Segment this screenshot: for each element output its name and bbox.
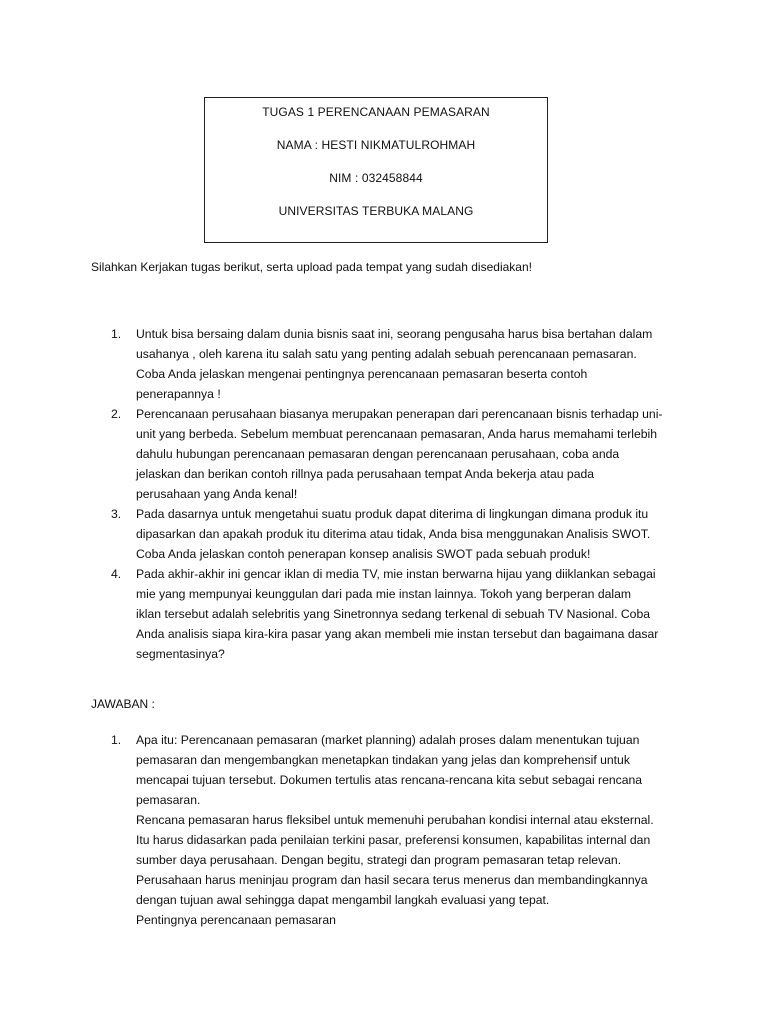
question-item (0, 324, 678, 404)
question-number: 3. (111, 507, 122, 521)
answer-list (0, 730, 678, 930)
question-line: Pada akhir-akhir ini gencar iklan di media TV, mie instan berwarna hijau yang diiklankan sebagai (136, 567, 656, 581)
question-line: jelaskan dan berikan contoh rillnya pada perusahaan tempat Anda bekerja atau pada (136, 467, 595, 481)
answer-item (0, 730, 678, 930)
question-line: segmentasinya? (136, 647, 225, 661)
answer-line: Pentingnya perencanaan pemasaran (136, 913, 336, 927)
instruction-text: Silahkan Kerjakan tugas berikut, serta upload pada tempat yang sudah disediakan! (91, 260, 532, 274)
question-line: unit yang berbeda. Sebelum membuat perencanaan pemasaran, Anda harus memahami terlebih (136, 427, 657, 441)
question-line: penerapannya ! (136, 387, 221, 401)
question-line: Pada dasarnya untuk mengetahui suatu produk dapat diterima di lingkungan dimana produk itu (136, 507, 649, 521)
question-line: usahanya , oleh karena itu salah satu yang penting adalah sebuah perencanaan pemasaran. (136, 347, 637, 361)
university-name: UNIVERSITAS TERBUKA MALANG (278, 204, 474, 218)
answer-line: dengan tujuan awal sehingga dapat mengambil langkah evaluasi yang tepat. (136, 893, 550, 907)
question-line: Coba Anda jelaskan mengenai pentingnya perencanaan pemasaran beserta contoh (136, 367, 588, 381)
question-line: Coba Anda jelaskan contoh penerapan konsep analisis SWOT pada sebuah produk! (136, 547, 591, 561)
answer-line: sumber daya perusahaan. Dengan begitu, strategi dan program pemasaran tetap relevan. (136, 853, 622, 867)
answer-line: pemasaran dan mengembangkan menetapkan tindakan yang jelas dan komprehensif untuk (136, 753, 630, 767)
question-line: mie yang mempunyai keunggulan dari pada mie instan lainnya. Tokoh yang berperan dalam (136, 587, 632, 601)
question-number: 2. (111, 407, 122, 421)
answer-line: mencapai tujuan tersebut. Dokumen tertulis atas rencana-rencana kita sebut sebagai rencana (136, 773, 643, 787)
answer-line: Itu harus didasarkan pada penilaian terkini pasar, preferensi konsumen, kapabilitas internal dan (136, 833, 651, 847)
question-line: Anda analisis siapa kira-kira pasar yang akan membeli mie instan tersebut dan bagaimana dasar (136, 627, 659, 641)
answer-line: pemasaran. (136, 793, 201, 807)
question-line: iklan tersebut adalah selebritis yang Sinetronnya sedang terkenal di sebuah TV Nasional. Coba (136, 607, 651, 621)
answer-line: Perusahaan harus meninjau program dan hasil secara terus menerus dan membandingkannya (136, 873, 648, 887)
answers-heading: JAWABAN : (91, 697, 155, 711)
answer-line: Apa itu: Perencanaan pemasaran (market planning) adalah proses dalam menentukan tujuan (136, 733, 640, 747)
question-item (0, 564, 678, 664)
question-number: 1. (111, 327, 122, 341)
student-name: NAMA : HESTI NIKMATULROHMAH (276, 138, 476, 152)
question-number: 4. (111, 567, 122, 581)
student-nim: NIM : 032458844 (329, 171, 423, 185)
question-item (0, 504, 678, 564)
answer-line: Rencana pemasaran harus fleksibel untuk memenuhi perubahan kondisi internal atau eksternal. (136, 813, 654, 827)
question-line: dipasarkan dan apakah produk itu diterima atau tidak, Anda bisa menggunakan Analisis SWOT. (136, 527, 651, 541)
question-line: dahulu hubungan perencanaan pemasaran dengan perencanaan perusahaan, coba anda (136, 447, 620, 461)
answer-number: 1. (111, 733, 122, 747)
question-list (0, 324, 678, 664)
assignment-title: TUGAS 1 PERENCANAAN PEMASARAN (262, 105, 490, 119)
question-item (0, 404, 678, 504)
question-line: Untuk bisa bersaing dalam dunia bisnis saat ini, seorang pengusaha harus bisa bertahan dalam (136, 327, 653, 341)
question-line: perusahaan yang Anda kenal! (136, 487, 298, 501)
header-box (204, 97, 548, 243)
question-line: Perencanaan perusahaan biasanya merupakan penerapan dari perencanaan bisnis terhadap uni- (136, 407, 663, 421)
